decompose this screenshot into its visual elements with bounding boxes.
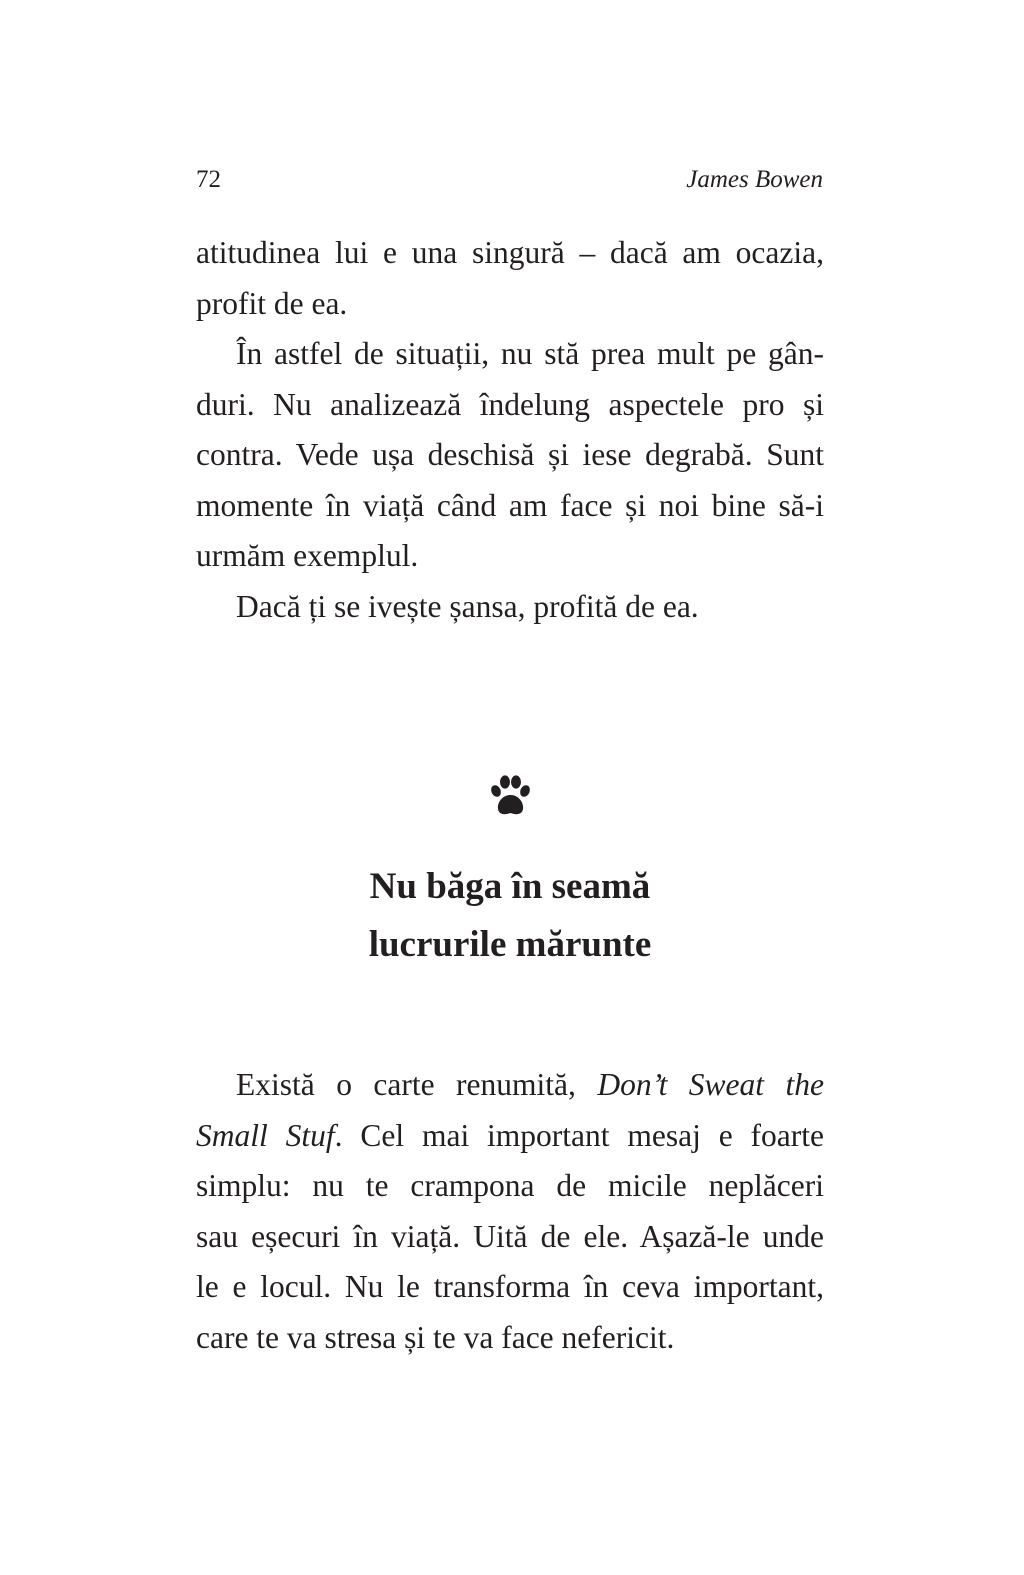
running-head: James Bowen — [686, 166, 823, 193]
text-line: le e locul. Nu le transforma în ceva important, — [196, 1269, 824, 1304]
book-title: Small Stuf — [196, 1117, 335, 1153]
text-block-1 — [196, 228, 824, 632]
text-line: simplu: nu te crampona de micile neplăceri — [196, 1168, 824, 1203]
page-number: 72 — [196, 166, 221, 193]
text-line: contra. Vede ușa deschisă și iese degrabă. Sunt — [196, 437, 824, 472]
book-title: Don’t Sweat the — [597, 1067, 824, 1102]
text-line: profit de ea. — [196, 285, 348, 321]
heading-line-1: Nu băga în seamă — [369, 866, 651, 907]
text-line: duri. Nu analizează îndelung aspectele pro și — [196, 386, 824, 422]
heading-line-2: lucrurile mărunte — [368, 924, 652, 965]
text-line: momente în viață când am face și noi bine să-i — [196, 487, 824, 523]
text-line: sau eșecuri în viață. Uită de ele. Așază-le unde — [196, 1218, 824, 1254]
text-fragment: Există o carte renumită, — [236, 1067, 598, 1102]
paw-print-icon — [486, 772, 534, 820]
text-block-2 — [196, 1060, 824, 1363]
text-line: urmăm exemplul. — [196, 538, 419, 573]
text-line — [196, 1060, 824, 1111]
text-line: În astfel de situații, nu stă prea mult pe gân- — [236, 336, 824, 371]
section-heading — [196, 858, 824, 974]
text-line: care te va stresa și te va face nefericit. — [196, 1319, 675, 1355]
text-fragment: . Cel mai important mesaj e foarte — [334, 1117, 824, 1153]
text-line: atitudinea lui e una singură – dacă am ocazia, — [196, 235, 824, 270]
text-line — [196, 1111, 824, 1162]
text-line: Dacă ți se ivește șansa, profită de ea. — [236, 588, 699, 624]
